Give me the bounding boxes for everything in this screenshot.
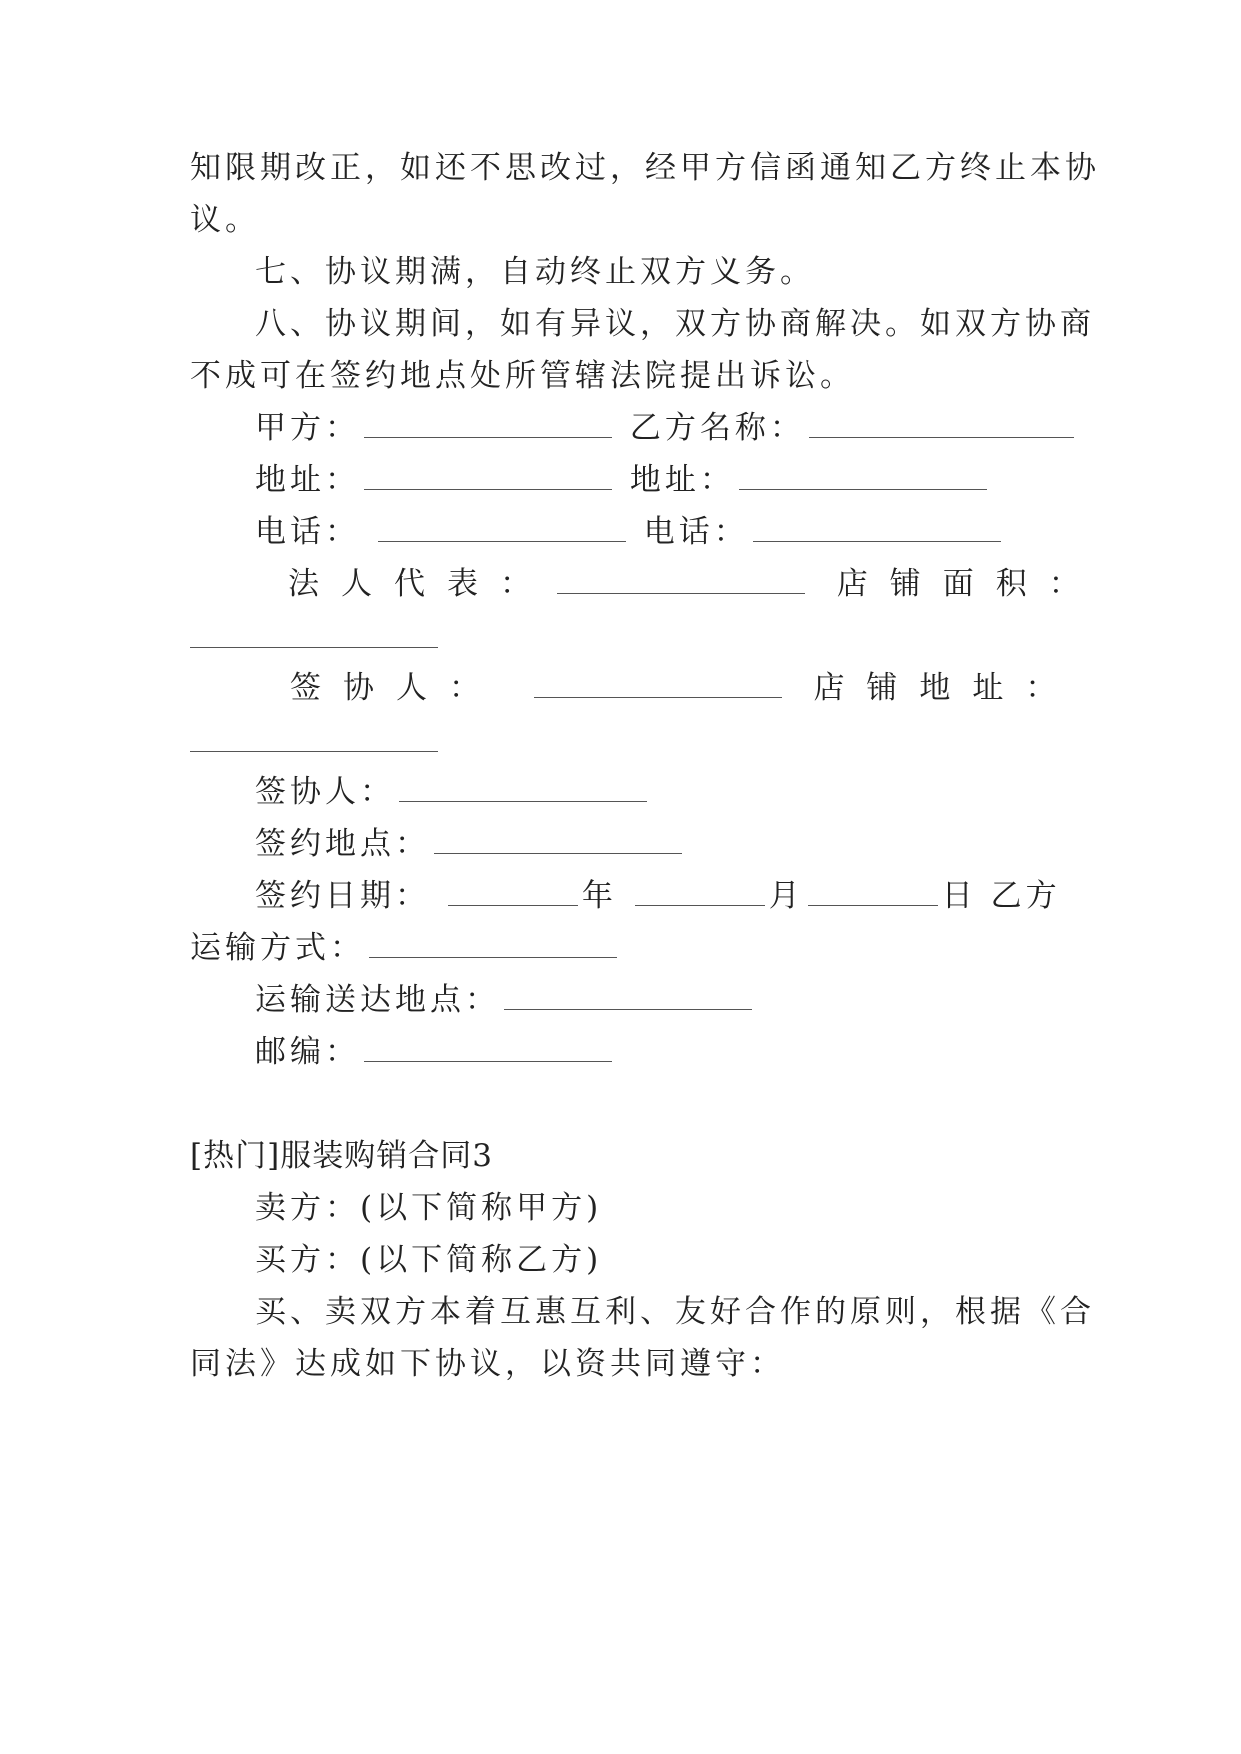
delivery-row xyxy=(255,980,1115,1020)
address-label: 地址： xyxy=(255,462,360,498)
clause-eight: 八、协议期间，如有异议，双方协商解决。如双方协商 xyxy=(255,306,1095,342)
postcode-label: 邮编： xyxy=(255,1034,360,1070)
delivery-blank xyxy=(504,983,752,1010)
phone-blank xyxy=(378,515,626,542)
postcode-blank xyxy=(364,1035,612,1062)
address-blank xyxy=(739,463,987,490)
shop-address-blank xyxy=(190,725,438,752)
legal-rep-label: 法人代表： xyxy=(288,566,553,602)
phone-blank xyxy=(753,515,1001,542)
signer-row xyxy=(290,668,1150,708)
signer-blank xyxy=(399,775,647,802)
sign-date-label: 签约日期： xyxy=(255,878,430,914)
section-title: [热门]服装购销合同3 xyxy=(190,1138,493,1174)
address-blank xyxy=(364,463,612,490)
shop-area-blank xyxy=(190,621,438,648)
legal-rep-blank xyxy=(557,567,805,594)
phone-label: 电话： xyxy=(255,514,360,550)
sign-date-row xyxy=(255,876,1115,916)
signer-row xyxy=(255,772,1115,812)
year-label: 年 xyxy=(581,878,617,914)
month-label: 月 xyxy=(768,878,804,914)
phone-row xyxy=(255,512,1115,552)
phone-label: 电话： xyxy=(643,514,749,550)
address-row xyxy=(255,460,1115,500)
party-b-name-blank xyxy=(809,411,1074,438)
buyer-line: 买方：(以下简称乙方) xyxy=(255,1242,603,1278)
month-blank xyxy=(635,879,765,906)
shop-area-label: 店铺面积： xyxy=(836,566,1102,602)
transport-row xyxy=(190,928,1050,968)
sign-place-blank xyxy=(434,827,682,854)
intro-paragraph: 买、卖双方本着互惠互利、友好合作的原则，根据《合 xyxy=(255,1294,1095,1330)
postcode-row xyxy=(255,1032,1115,1072)
party-a-blank xyxy=(364,411,612,438)
address-label: 地址： xyxy=(629,462,735,498)
party-a-row xyxy=(255,408,1115,448)
paragraph-line: 不成可在签约地点处所管辖法院提出诉讼。 xyxy=(190,358,855,394)
seller-line: 卖方：(以下简称甲方) xyxy=(255,1190,603,1226)
paragraph-line: 同法》达成如下协议，以资共同遵守： xyxy=(190,1346,785,1382)
paragraph-line: 知限期改正，如还不思改过，经甲方信函通知乙方终止本协 xyxy=(190,150,1100,186)
party-a-label: 甲方： xyxy=(255,410,360,446)
party-b-name-label: 乙方名称： xyxy=(629,410,805,446)
signer-label: 签协人： xyxy=(255,774,395,810)
sign-place-label: 签约地点： xyxy=(255,826,430,862)
shop-address-label: 店铺地址： xyxy=(813,670,1079,706)
legal-rep-row xyxy=(288,564,1148,604)
day-blank xyxy=(808,879,938,906)
signer-blank xyxy=(534,671,782,698)
paragraph-line: 议。 xyxy=(190,202,260,238)
sign-place-row xyxy=(255,824,1115,864)
day-label: 日 乙方 xyxy=(941,878,1061,914)
blank-line xyxy=(190,722,1050,762)
year-blank xyxy=(448,879,578,906)
clause-seven: 七、协议期满，自动终止双方义务。 xyxy=(255,254,815,290)
transport-blank xyxy=(369,931,617,958)
signer-label: 签协人： xyxy=(290,670,502,706)
transport-label: 运输方式： xyxy=(190,930,365,966)
delivery-label: 运输送达地点： xyxy=(255,982,500,1018)
blank-line xyxy=(190,618,1050,658)
